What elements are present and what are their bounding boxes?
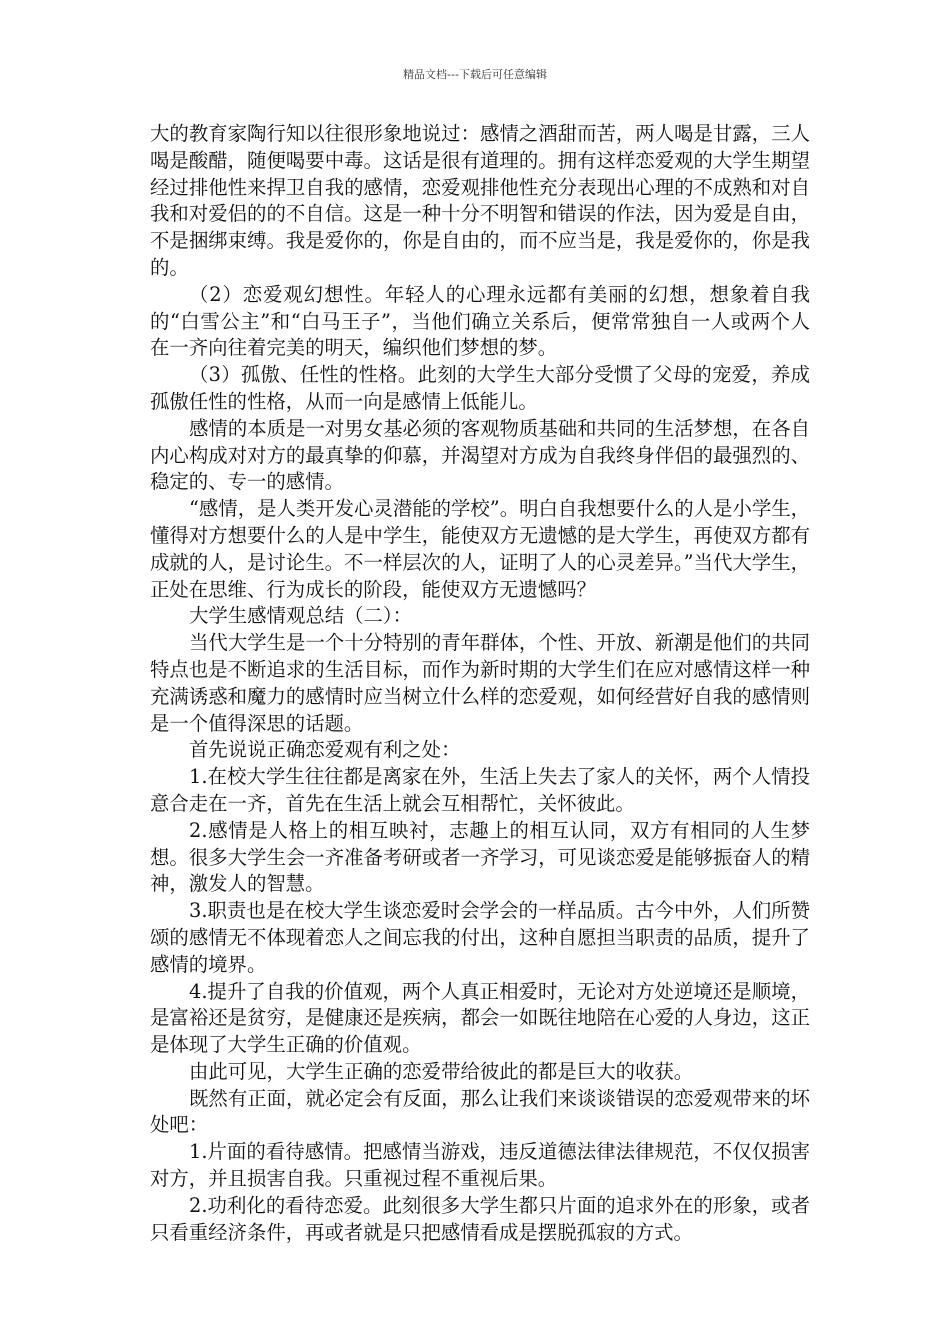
document-body bbox=[150, 121, 810, 1246]
paragraph: 既然有正面，就必定会有反面，那么让我们来谈谈错误的恋爱观带来的坏处吧： bbox=[150, 1086, 810, 1137]
paragraph: （3）孤傲、任性的性格。此刻的大学生大部分受惯了父母的宠爱，养成孤傲任性的性格，从而一向是感情上低能儿。 bbox=[150, 363, 810, 413]
paragraph: 首先说说正确恋爱观有利之处： bbox=[189, 738, 461, 762]
list-item: 2.感情是人格上的相互映衬，志趣上的相互认同，双方有相同的人生梦想。很多大学生会一齐准备考研或者一齐学习，可见谈恋爱是能够振奋人的精神，激发人的智慧。 bbox=[150, 818, 810, 896]
list-item: 1.片面的看待感情。把感情当游戏，违反道德法律法律规范，不仅仅损害对方，并且损害自我。只重视过程不重视后果。 bbox=[150, 1140, 810, 1191]
paragraph: 由此可见，大学生正确的恋爱带给彼此的都是巨大的收获。 bbox=[189, 1059, 694, 1083]
paragraph: “感情，是人类开发心灵潜能的学校”。明白自我想要什么的人是小学生，懂得对方想要什么的人是中学生，能使双方无遗憾的是大学生，再使双方都有成就的人，是讨论生。不一样层次的人，证明了人的心灵差异。”当代大学生，正处在思维、行为成长的阶段，能使双方无遗憾吗？ bbox=[150, 497, 810, 601]
paragraph: 感情的本质是一对男女基必须的客观物质基础和共同的生活梦想，在各自内心构成对对方的最真挚的仰慕，并渴望对方成为自我终身伴侣的最强烈的、稳定的、专一的感情。 bbox=[150, 416, 810, 494]
list-item: 2.功利化的看待恋爱。此刻很多大学生都只片面的追求外在的形象，或者只看重经济条件，再或者就是只把感情看成是摆脱孤寂的方式。 bbox=[150, 1193, 810, 1244]
list-item: 4.提升了自我的价值观，两个人真正相爱时，无论对方处逆境还是顺境，是富裕还是贫穷，是健康还是疾病，都会一如既往地陪在心爱的人身边，这正是体现了大学生正确的价值观。 bbox=[150, 979, 810, 1057]
page-header: 精品文档---下载后可任意编辑 bbox=[403, 68, 547, 81]
section-heading: 大学生感情观总结（二）： bbox=[189, 604, 412, 628]
paragraph: 当代大学生是一个十分特别的青年群体，个性、开放、新潮是他们的共同特点也是不断追求的生活目标，而作为新时期的大学生们在应对感情这样一种充满诱惑和魔力的感情时应当树立什么样的恋爱观，如何经营好自我的感情则是一个值得深思的话题。 bbox=[150, 631, 810, 735]
paragraph: 大的教育家陶行知以往很形象地说过：感情之酒甜而苦，两人喝是甘露，三人喝是酸醋，随便喝要中毒。这话是很有道理的。拥有这样恋爱观的大学生期望经过排他性来捍卫自我的感情，恋爱观排他性充分表现出心理的不成熟和对自我和对爱侣的的不自信。这是一种十分不明智和错误的作法，因为爱是自由，不是捆绑束缚。我是爱你的，你是自由的，而不应当是，我是爱你的，你是我的。 bbox=[150, 122, 810, 279]
list-item: 1.在校大学生往往都是离家在外，生活上失去了家人的关怀，两个人情投意合走在一齐，首先在生活上就会互相帮忙，关怀彼此。 bbox=[150, 765, 810, 815]
list-item: 3.职责也是在校大学生谈恋爱时会学会的一样品质。古今中外，人们所赞颂的感情无不体现着恋人之间忘我的付出，这种自愿担当职责的品质，提升了感情的境界。 bbox=[150, 899, 810, 976]
paragraph: （2）恋爱观幻想性。年轻人的心理永远都有美丽的幻想，想象着自我的“白雪公主”和“白马王子”，当他们确立关系后，便常常独自一人或两个人在一齐向往着完美的明天，编织他们梦想的梦。 bbox=[150, 282, 810, 360]
